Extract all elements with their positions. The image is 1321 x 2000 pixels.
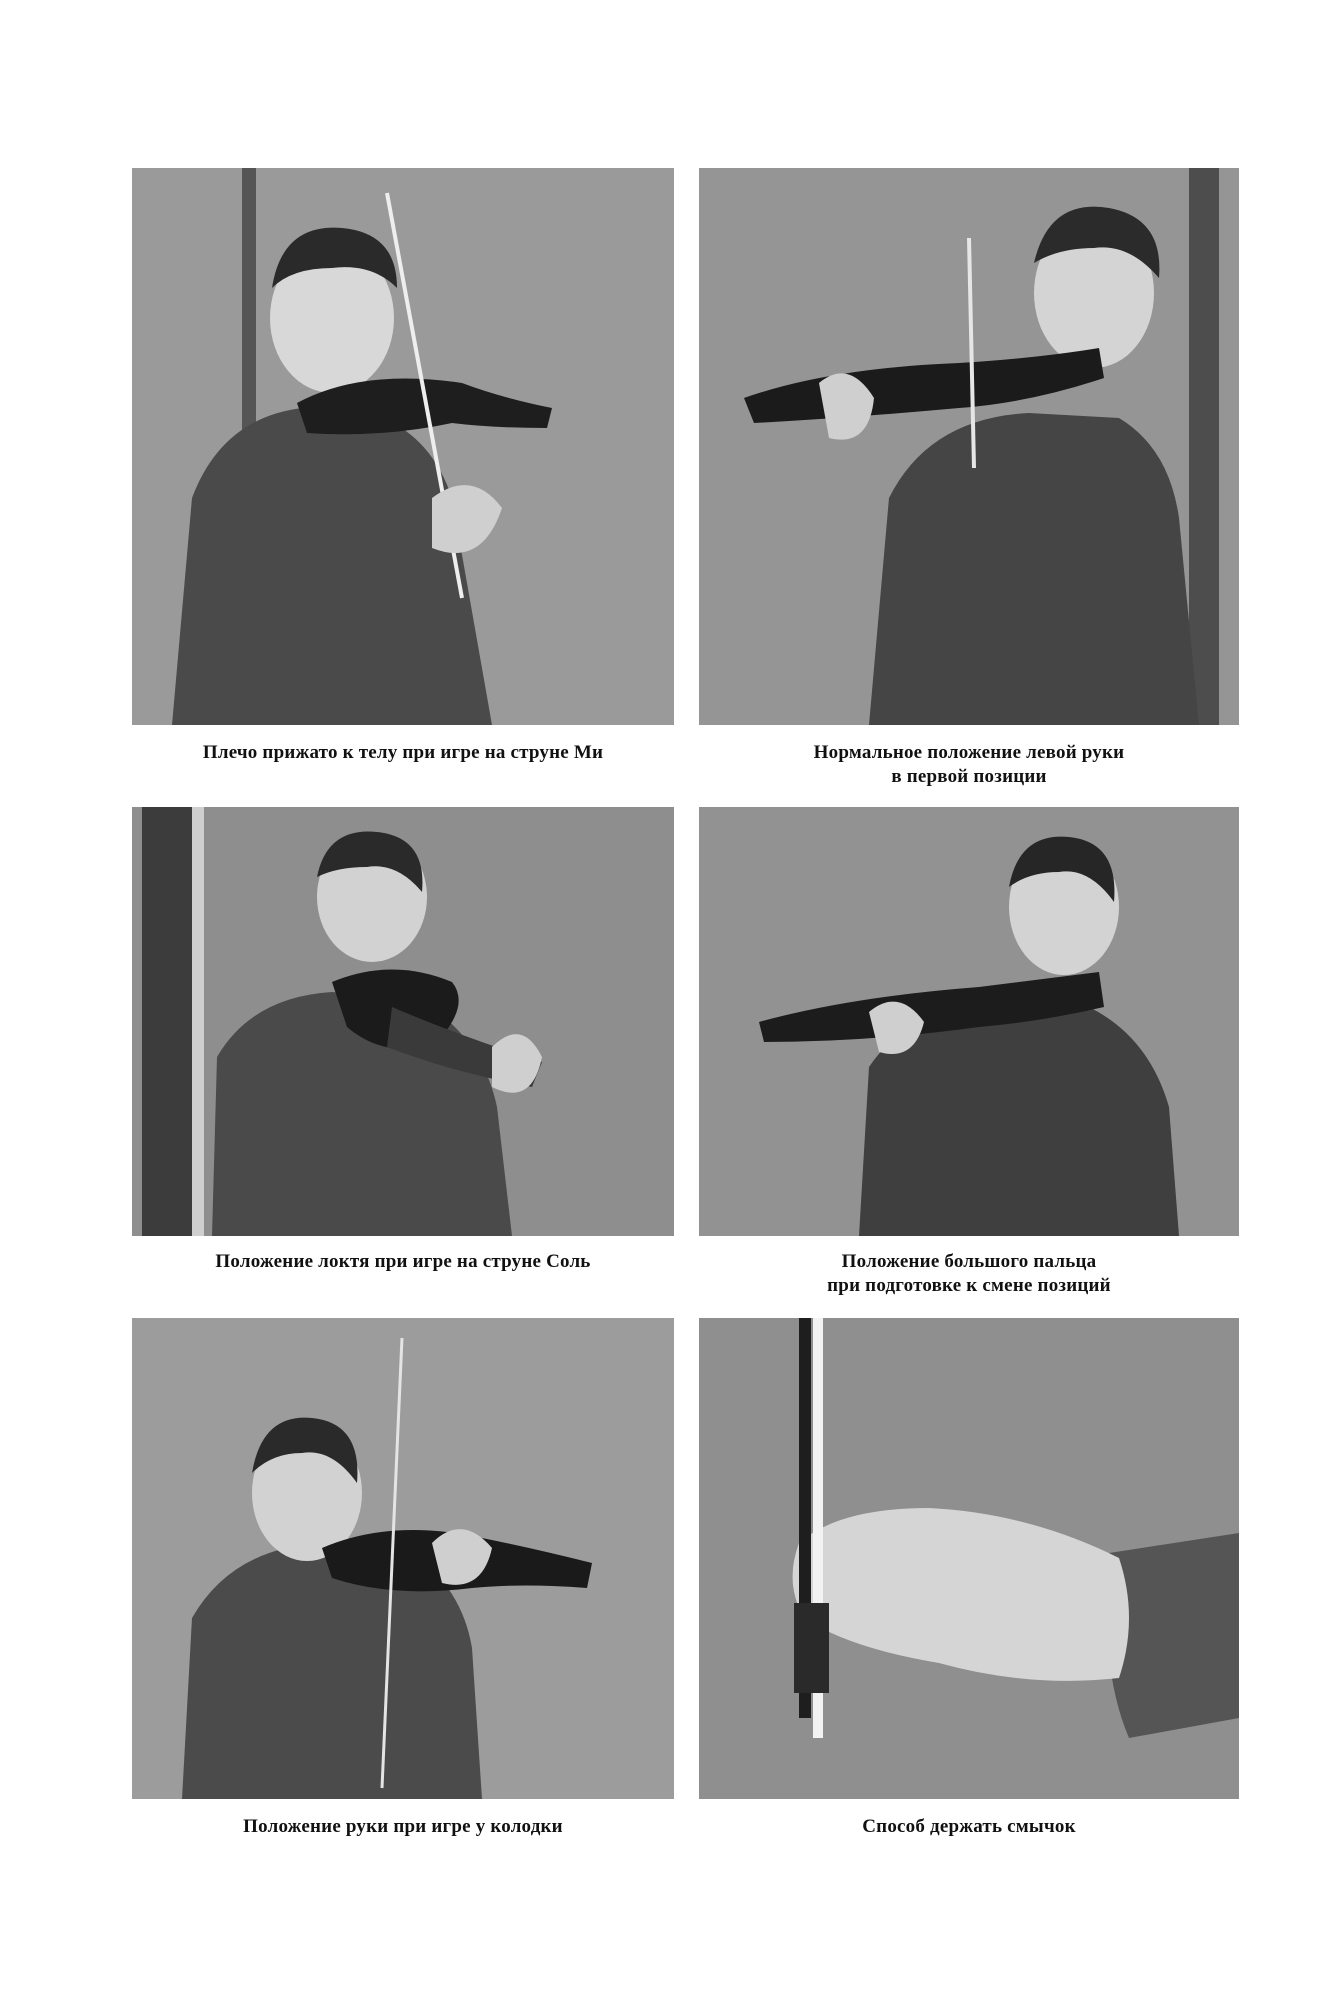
caption-line: при подготовке к смене позиций (827, 1275, 1111, 1296)
photo-left-hand-first-position (699, 168, 1239, 725)
caption-line: Положение локтя при игре на струне Соль (215, 1251, 591, 1272)
figure-caption (132, 1815, 674, 1839)
violinist-illustration (699, 807, 1239, 1236)
caption-line: Нормальное положение левой руки (813, 742, 1125, 763)
violinist-illustration (699, 168, 1239, 725)
violinist-illustration (132, 168, 674, 725)
violinist-illustration (132, 807, 674, 1236)
caption-line: Плечо прижато к телу при игре на струне Ми (202, 742, 604, 763)
photo-thumb-position-shift (699, 807, 1239, 1236)
figure-caption (699, 741, 1239, 789)
photo-elbow-g-string (132, 807, 674, 1236)
violinist-illustration (132, 1318, 674, 1799)
photo-violinist-shoulder (132, 168, 674, 725)
figure-caption (132, 741, 674, 765)
caption-line: в первой позиции (891, 766, 1047, 787)
photo-arm-at-frog (132, 1318, 674, 1799)
bow-hold-illustration (699, 1318, 1239, 1799)
caption-line: Положение большого пальца (841, 1251, 1097, 1272)
photo-bow-hold (699, 1318, 1239, 1799)
figure-caption (699, 1250, 1239, 1298)
figure-caption (699, 1815, 1239, 1839)
caption-line: Положение руки при игре у колодки (243, 1816, 563, 1837)
caption-line: Способ держать смычок (862, 1816, 1076, 1837)
figure-caption (132, 1250, 674, 1274)
